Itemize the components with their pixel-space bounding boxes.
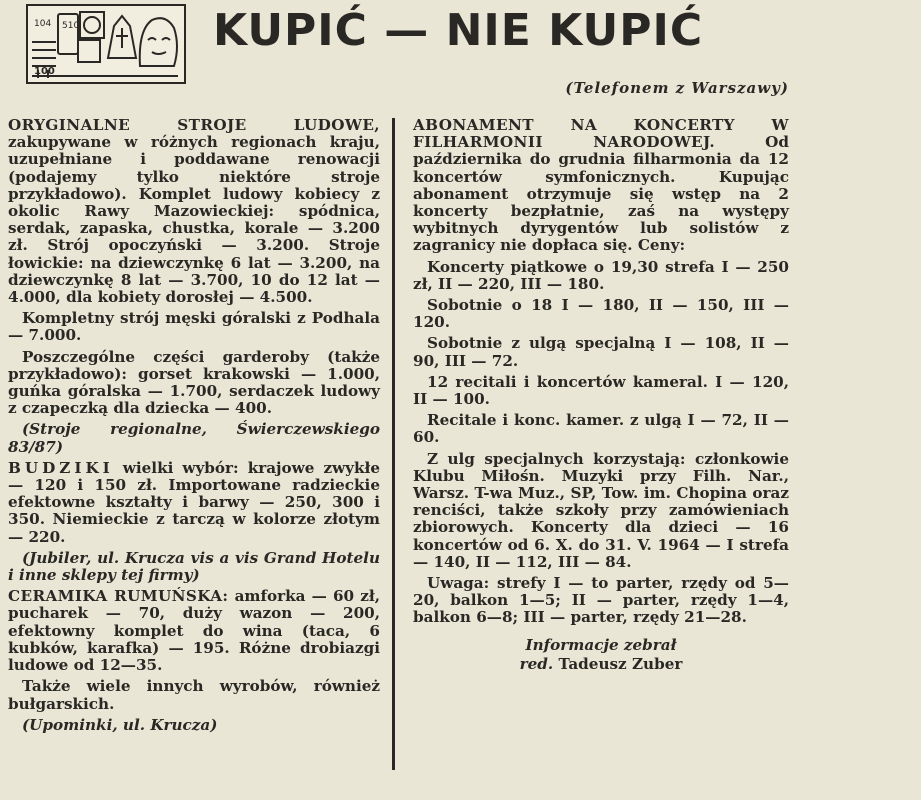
signature-prefix: red.	[519, 654, 554, 673]
article-alarm-clocks	[8, 460, 380, 546]
heading-folk-costumes: ORYGINALNE STROJE LUDOWE,	[8, 116, 380, 134]
garment-parts-text: Poszczególne części garderoby (także przykładowo): gorset krakowski — 1.000, guńka góralska — 1.700, serdaczek ludowy z czapeczką dla dziecka — 400.	[8, 347, 380, 418]
heading-ceramics: CERAMIKA RUMUŃSKA:	[8, 587, 229, 606]
source-ceramics: (Upominki, ul. Krucza)	[22, 715, 218, 734]
source-folk-costumes: (Stroje regionalne, Świerczewskiego 83/87)	[8, 420, 380, 456]
other-products-text: Także wiele innych wyrobów, również bułgarskich.	[8, 677, 380, 713]
dateline: (Telefonem z Warszawy)	[565, 79, 789, 97]
signature-name: Tadeusz Zuber	[558, 654, 683, 673]
heading-concert-subscription: ABONAMENT NA KONCERTY W FILHARMONII NARODOWEJ.	[413, 116, 789, 152]
price-friday-concerts: Koncerty piątkowe o 19,30 strefa I — 250 zł, II — 220, III — 180.	[413, 257, 789, 293]
folk-costumes-text: zakupywane w różnych regionach kraju, uzupełniane i poddawane renowacji (podajemy tylko niektóre stroje przykładowo). Komplet ludowy kobiecy z okolic Rawy Mazowieckiej: spódnica, serdak, zapaska, chustka, korale — 3.200 zł. Strój opoczyński — 3.200. Stroje łowickie: na dziewczynkę 6 lat — 3.200, na dziewczynkę 8 lat — 3.700, 10 do 12 lat — 4.000, dla kobiety dorosłej — 4.500.	[8, 133, 380, 307]
article-ceramics	[8, 588, 380, 674]
price-recitals-discount: Recitale i konc. kamer. z ulgą I — 72, II — 60.	[413, 411, 789, 447]
heading-alarm-clocks: BUDZIKI	[8, 458, 114, 477]
source-alarm-clocks: (Jubiler, ul. Krucza vis a vis Grand Hotelu i inne sklepy tej firmy)	[8, 548, 380, 585]
price-saturday-discount: Sobotnie z ulgą specjalną I — 108, II — 90, III — 72.	[413, 334, 789, 370]
article-folk-costumes	[8, 117, 380, 306]
logo-mark-1: 104	[34, 19, 52, 29]
ceramics-text: amforka — 60 zł, pucharek — 70, duży wazon — 200, efektowny komplet do wina (taca, 6 kubków, karafka) — 195. Różne drobiazgi ludowe od 12—35.	[8, 587, 380, 675]
signature-name-line	[413, 656, 789, 673]
page-title: KUPIĆ — NIE KUPIĆ	[213, 5, 704, 56]
column-divider	[392, 118, 395, 770]
logo-illustration	[28, 6, 184, 82]
zones-note: Uwaga: strefy I — to parter, rzędy od 5—20, balkon 1—5; II — parter, rzędy 1—4, balkon 6—8; III — parter, rzędy 21—28.	[413, 574, 789, 627]
right-column	[413, 117, 789, 673]
left-column	[8, 117, 380, 738]
highland-costume-text: Kompletny strój męski góralski z Podhala — 7.000.	[8, 309, 380, 345]
price-saturday-concerts: Sobotnie o 18 I — 180, II — 150, III — 120.	[413, 296, 789, 332]
article-concert-subscription	[413, 117, 789, 255]
alarm-clocks-text: wielki wybór: krajowe zwykłe — 120 i 150 zł. Importowane radzieckie efektowne kształty i barwy — 250, 300 i 350. Niemieckie z tarczą w kolorze złotym — 220.	[8, 458, 381, 546]
price-recitals: 12 recitali i koncertów kameral. I — 120, II — 100.	[413, 372, 789, 409]
logo-mark-2: 510	[62, 21, 80, 31]
concert-subscription-text: Od października do grudnia filharmonia da 12 koncertów symfonicznych. Kupując abonament otrzymuje się wstęp na 2 koncerty bezpłatnie, zaś na występy wybitnych dyrygentów lub solistów z zagranicy nie dopłaca się. Ceny:	[413, 133, 789, 255]
header-logo	[26, 4, 186, 84]
logo-mark-3: 100	[34, 66, 55, 77]
signature-line: Informacje zebrał	[525, 635, 677, 654]
discounts-text: Z ulg specjalnych korzystają: członkowie Klubu Miłośn. Muzyki przy Filh. Nar., Warsz. T-wa Muz., SP, Tow. im. Chopina oraz renciści, także szkoły przy zamówieniach zbiorowych. Koncerty dla dzieci — 16 koncertów od 6. X. do 31. V. 1964 — I strefa — 140, II — 112, III — 84.	[413, 449, 789, 571]
